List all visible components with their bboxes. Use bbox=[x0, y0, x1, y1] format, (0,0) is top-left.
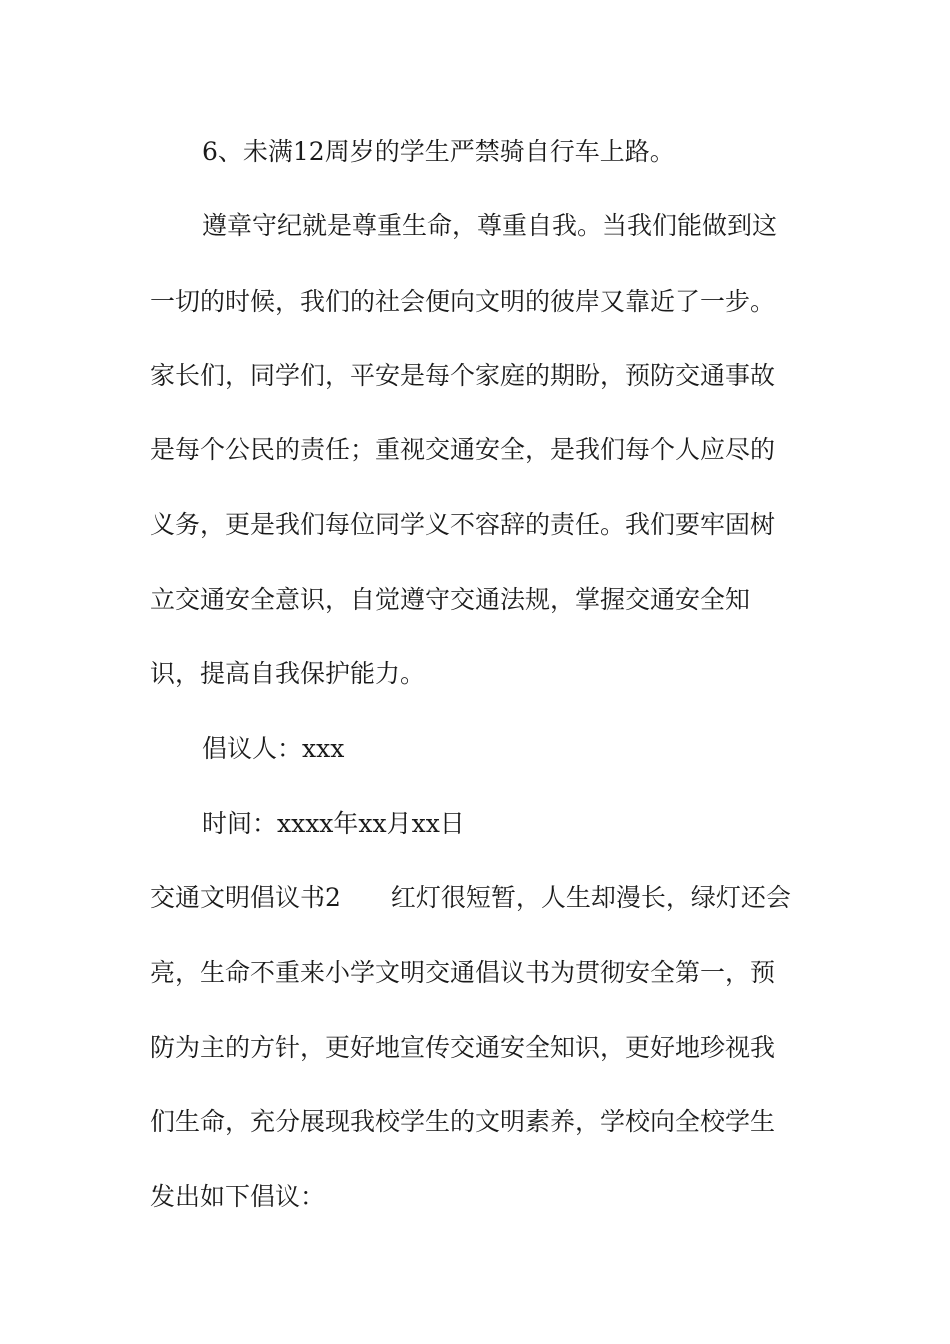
text-line: 亮，生命不重来小学文明交通倡议书为贯彻安全第一，预 bbox=[150, 958, 776, 987]
text-line: 是每个公民的责任；重视交通安全，是我们每个人应尽的 bbox=[150, 435, 776, 464]
section-heading-line: 交通文明倡议书2 红灯很短暂，人生却漫长，绿灯还会 bbox=[150, 883, 791, 912]
text-line: 发出如下倡议： bbox=[150, 1182, 326, 1211]
text-line: 立交通安全意识，自觉遵守交通法规，掌握交通安全知 bbox=[150, 585, 751, 614]
text-line: 识，提高自我保护能力。 bbox=[150, 659, 426, 688]
text-line: 防为主的方针，更好地宣传交通安全知识，更好地珍视我 bbox=[150, 1033, 776, 1062]
proposer-line: 倡议人：xxx bbox=[202, 734, 345, 763]
text-line: 遵章守纪就是尊重生命，尊重自我。当我们能做到这 bbox=[202, 211, 778, 240]
text-line: 们生命，充分展现我校学生的文明素养，学校向全校学生 bbox=[150, 1107, 776, 1136]
text-line: 家长们，同学们，平安是每个家庭的期盼，预防交通事故 bbox=[150, 361, 776, 390]
text-line: 一切的时候，我们的社会便向文明的彼岸又靠近了一步。 bbox=[150, 287, 776, 316]
text-line: 义务，更是我们每位同学义不容辞的责任。我们要牢固树 bbox=[150, 510, 776, 539]
date-line: 时间：xxxx年xx月xx日 bbox=[202, 809, 465, 838]
text-line: 6、未满12周岁的学生严禁骑自行车上路。 bbox=[202, 137, 675, 166]
